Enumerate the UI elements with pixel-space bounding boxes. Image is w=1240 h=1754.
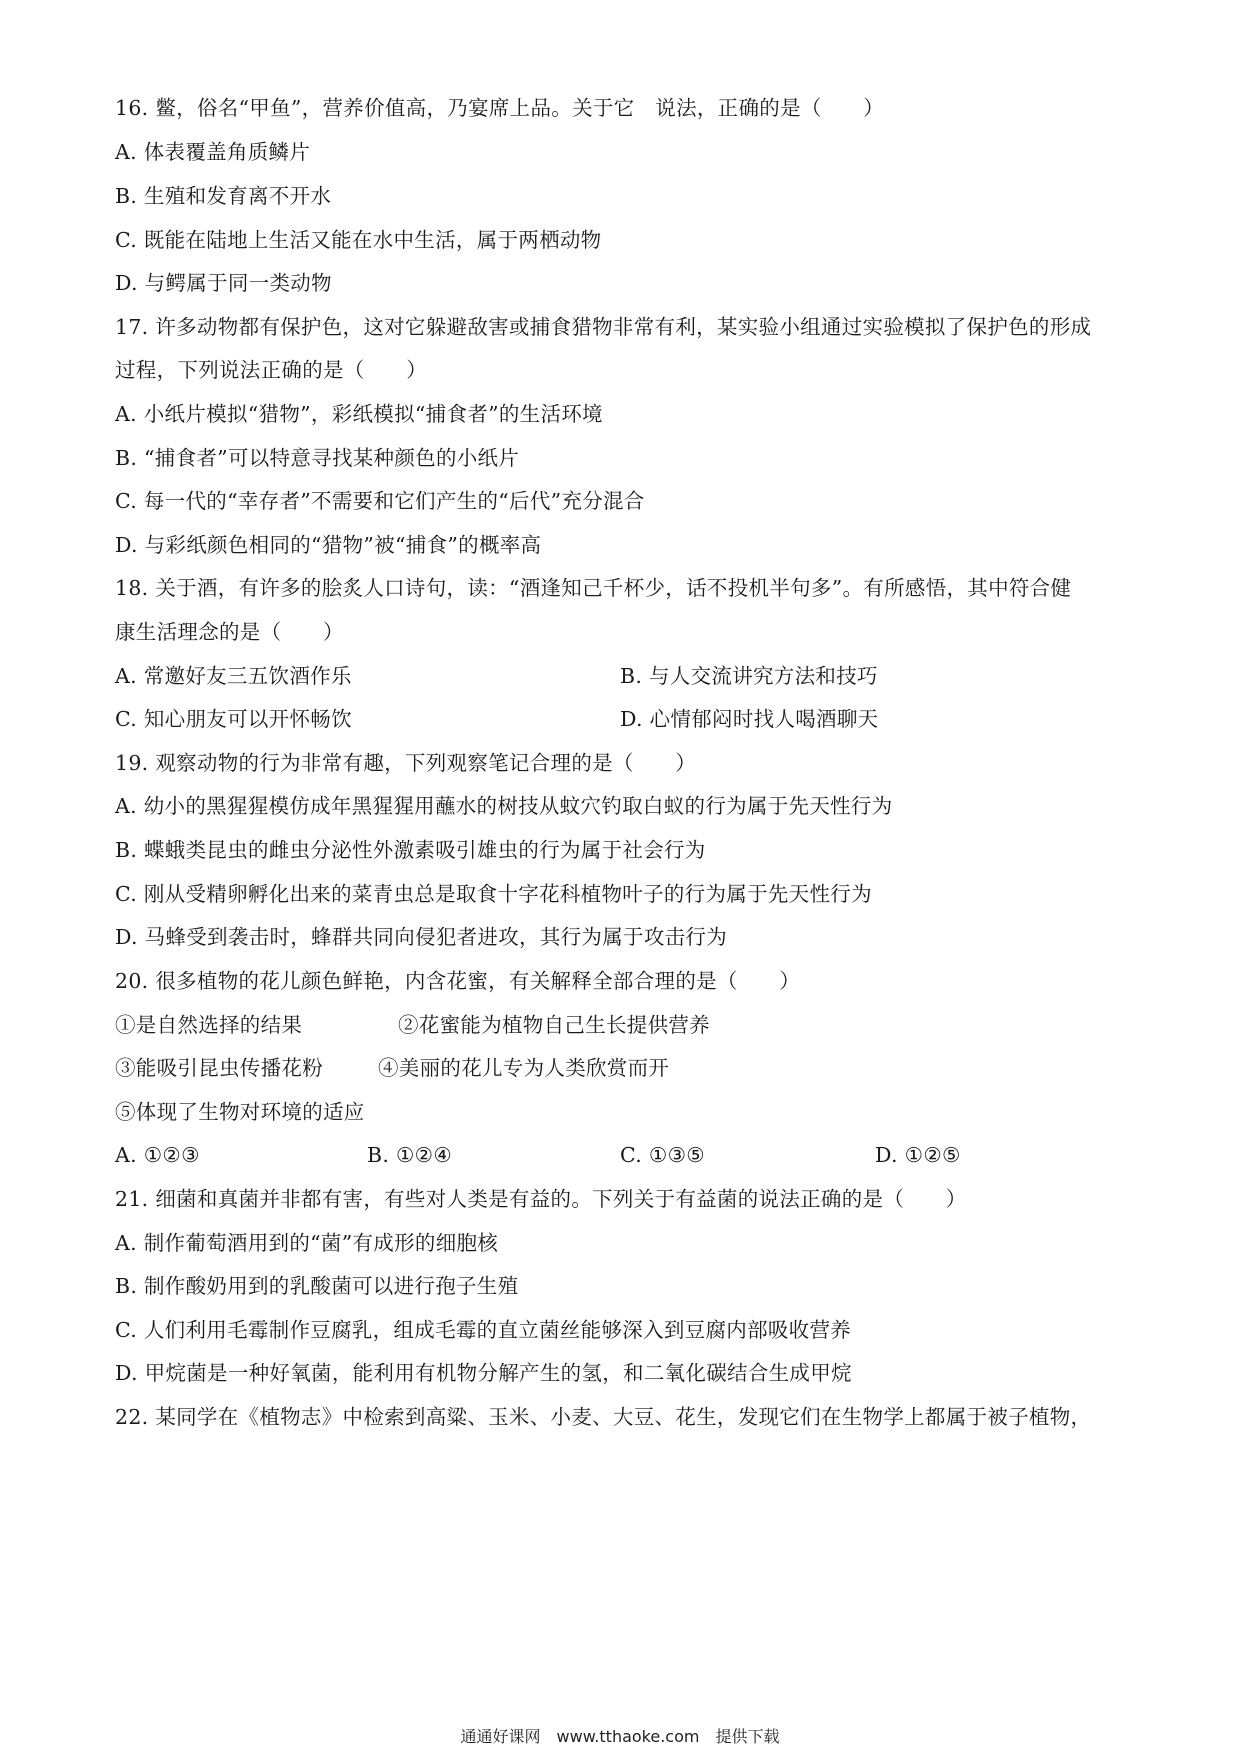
- option-d: D. 与彩纸颜色相同的“猎物”被“捕食”的概率高: [115, 533, 542, 557]
- option-b: B. 制作酸奶用到的乳酸菌可以进行孢子生殖: [115, 1274, 519, 1298]
- option-a: A. 幼小的黑猩猩模仿成年黑猩猩用蘸水的树技从蚊穴钓取白蚁的行为属于先天性行为: [115, 794, 893, 818]
- option-c: C. 每一代的“幸存者”不需要和它们产生的“后代”充分混合: [115, 489, 645, 513]
- statement-5: ⑤体现了生物对环境的适应: [115, 1100, 365, 1124]
- option-a: A. 小纸片模拟“猎物”，彩纸模拟“捕食者”的生活环境: [115, 402, 603, 426]
- option-a: A. 常邀好友三五饮酒作乐: [115, 664, 352, 688]
- option-c: C. 刚从受精卵孵化出来的菜青虫总是取食十字花科植物叶子的行为属于先天性行为: [115, 882, 872, 906]
- option-d: D. 甲烷菌是一种好氧菌，能利用有机物分解产生的氢，和二氧化碳结合生成甲烷: [115, 1361, 852, 1385]
- question-stem-cont: 过程，下列说法正确的是（ ）: [115, 358, 427, 382]
- option-b: B. “捕食者”可以特意寻找某种颜色的小纸片: [115, 446, 520, 470]
- page-footer: 通通好课网 www.tthaoke.com 提供下载: [460, 1727, 780, 1746]
- statement-3: ③能吸引昆虫传播花粉: [115, 1056, 323, 1080]
- option-b: B. 与人交流讲究方法和技巧: [620, 664, 878, 688]
- option-b: B. 生殖和发育离不开水: [115, 184, 332, 208]
- statement-1: ①是自然选择的结果: [115, 1013, 303, 1037]
- statement-4: ④美丽的花儿专为人类欣赏而开: [378, 1056, 670, 1080]
- option-c: C. ①③⑤: [620, 1143, 705, 1167]
- option-d: D. 马蜂受到袭击时，蜂群共同向侵犯者进攻，其行为属于攻击行为: [115, 925, 728, 949]
- option-d: D. 与鳄属于同一类动物: [115, 271, 332, 295]
- option-a: A. ①②③: [115, 1143, 200, 1167]
- question-stem: 19. 观察动物的行为非常有趣，下列观察笔记合理的是（ ）: [115, 751, 697, 775]
- question-stem: 21. 细菌和真菌并非都有害，有些对人类是有益的。下列关于有益菌的说法正确的是（ ）: [115, 1187, 967, 1211]
- option-a: A. 制作葡萄酒用到的“菌”有成形的细胞核: [115, 1231, 499, 1255]
- statement-2: ②花蜜能为植物自己生长提供营养: [398, 1013, 710, 1037]
- question-stem: 20. 很多植物的花儿颜色鲜艳，内含花蜜，有关解释全部合理的是（ ）: [115, 969, 801, 993]
- question-stem: 16. 鳖，俗名“甲鱼”，营养价值高，乃宴席上品。关于它 说法，正确的是（ ）: [115, 96, 885, 120]
- option-b: B. 蝶蛾类昆虫的雌虫分泌性外激素吸引雄虫的行为属于社会行为: [115, 838, 706, 862]
- option-b: B. ①②④: [367, 1143, 453, 1167]
- question-stem: 22. 某同学在《植物志》中检索到高粱、玉米、小麦、大豆、花生，发现它们在生物学上都属于被子植物，: [115, 1405, 1092, 1429]
- option-c: C. 人们利用毛霉制作豆腐乳，组成毛霉的直立菌丝能够深入到豆腐内部吸收营养: [115, 1318, 852, 1342]
- option-d: D. 心情郁闷时找人喝酒聊天: [620, 707, 879, 731]
- option-c: C. 知心朋友可以开怀畅饮: [115, 707, 352, 731]
- option-c: C. 既能在陆地上生活又能在水中生活，属于两栖动物: [115, 228, 602, 252]
- option-a: A. 体表覆盖角质鳞片: [115, 140, 311, 164]
- option-d: D. ①②⑤: [875, 1143, 961, 1167]
- question-stem: 18. 关于酒，有许多的脍炙人口诗句，读：“酒逢知己千杯少，话不投机半句多”。有所感悟，其中符合健: [115, 576, 1072, 600]
- question-stem-cont: 康生活理念的是（ ）: [115, 620, 344, 644]
- question-stem: 17. 许多动物都有保护色，这对它躲避敌害或捕食猎物非常有利，某实验小组通过实验模拟了保护色的形成: [115, 315, 1092, 339]
